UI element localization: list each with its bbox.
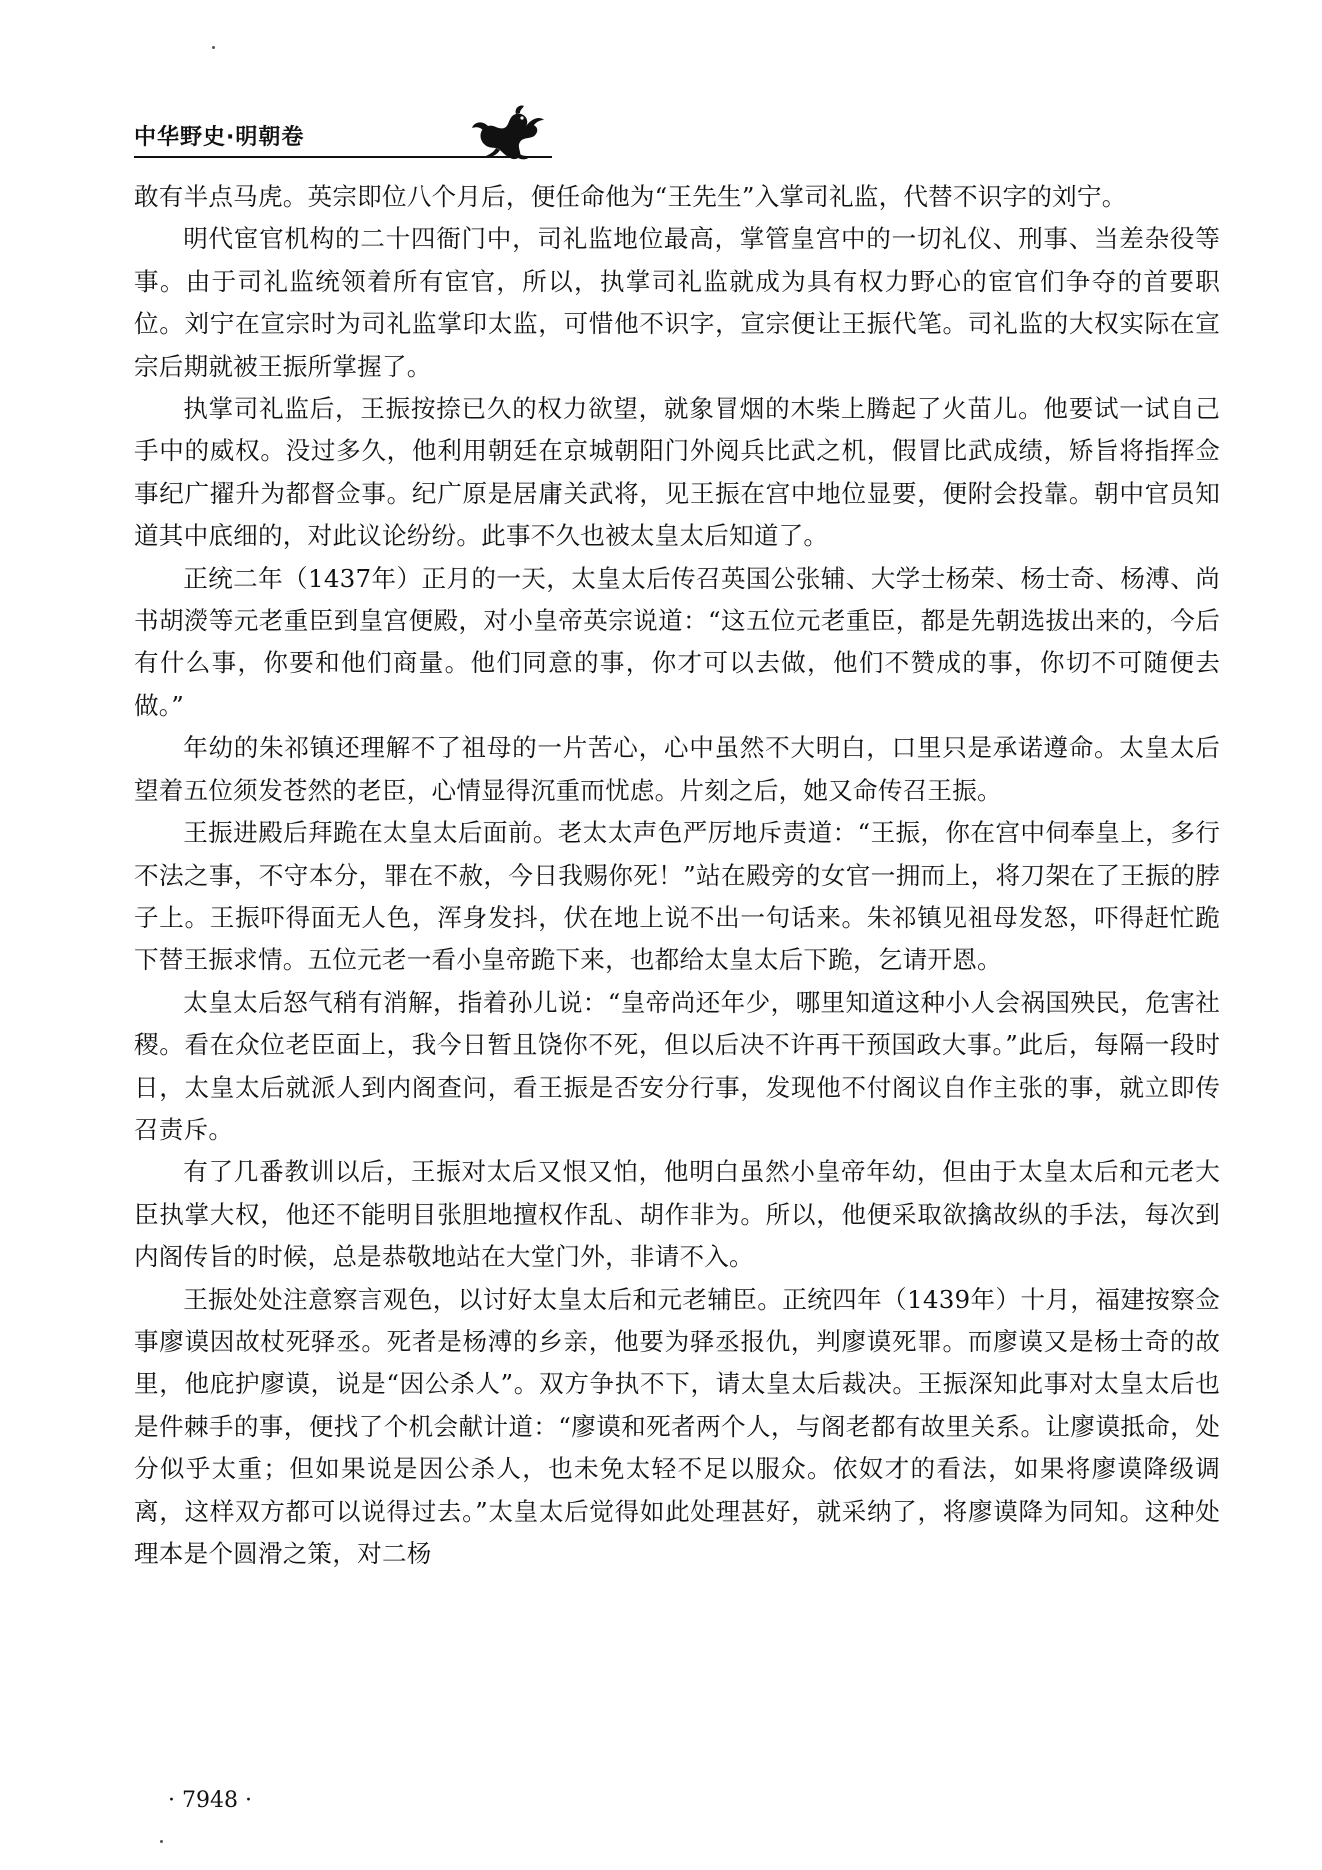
scan-speck [212, 46, 215, 49]
paragraph: 王振进殿后拜跪在太皇太后面前。老太太声色严厉地斥责道：“王振，你在宫中伺奉皇上，多行不法之事，不守本分，罪在不赦，今日我赐你死！”站在殿旁的女官一拥而上，将刀架在了王振的脖子上。王振吓得面无人色，浑身发抖，伏在地上说不出一句话来。朱祁镇见祖母发怒，吓得赶忙跪下替王振求情。五位元老一看小皇帝跪下来，也都给太皇太后下跪，乞请开恩。 [134, 818, 1220, 975]
scan-speck [160, 1840, 163, 1843]
book-title: 中华野史·明朝卷 [134, 125, 305, 150]
paragraph: 执掌司礼监后，王振按捺已久的权力欲望，就象冒烟的木柴上腾起了火苗儿。他要试一试自己手中的威权。没过多久，他利用朝廷在京城朝阳门外阅兵比武之机，假冒比武成绩，矫旨将指挥佥事纪广擢升为都督佥事。纪广原是居庸关武将，见王振在宫中地位显要，便附会投靠。朝中官员知道其中底细的，对此议论纷纷。此事不久也被太皇太后知道了。 [134, 394, 1220, 551]
dragon-emblem-icon [464, 100, 554, 162]
paragraph: 有了几番教训以后，王振对太后又恨又怕，他明白虽然小皇帝年幼，但由于太皇太后和元老大臣执掌大权，他还不能明目张胆地擅权作乱、胡作非为。所以，他便采取欲擒故纵的手法，每次到内阁传旨的时候，总是恭敬地站在大堂门外，非请不入。 [134, 1157, 1220, 1272]
paragraph: 王振处处注意察言观色，以讨好太皇太后和元老辅臣。正统四年（1439年）十月，福建按察佥事廖谟因故杖死驿丞。死者是杨溥的乡亲，他要为驿丞报仇，判廖谟死罪。而廖谟又是杨士奇的故里，他庇护廖谟，说是“因公杀人”。双方争执不下，请太皇太后裁决。王振深知此事对太皇太后也是件棘手的事，便找了个机会献计道：“廖谟和死者两个人，与阁老都有故里关系。让廖谟抵命，处分似乎太重；但如果说是因公杀人，也未免太轻不足以服众。依奴才的看法，如果将廖谟降级调离，这样双方都可以说得过去。”太皇太后觉得如此处理甚好，就采纳了，将廖谟降为同知。这种处理本是个圆滑之策，对二杨 [134, 1284, 1220, 1568]
page-number: · 7948 · [168, 1788, 252, 1813]
paragraph: 明代宦官机构的二十四衙门中，司礼监地位最高，掌管皇宫中的一切礼仪、刑事、当差杂役等事。由于司礼监统领着所有宦官，所以，执掌司礼监就成为具有权力野心的宦官们争夺的首要职位。刘宁在宣宗时为司礼监掌印太监，可惜他不识字，宣宗便让王振代笔。司礼监的大权实际在宣宗后期就被王振所掌握了。 [134, 224, 1220, 381]
article-body [134, 176, 1220, 1575]
running-header [134, 100, 552, 166]
paragraph: 太皇太后怒气稍有消解，指着孙儿说：“皇帝尚还年少，哪里知道这种小人会祸国殃民，危害社稷。看在众位老臣面上，我今日暂且饶你不死，但以后决不许再干预国政大事。”此后，每隔一段时日，太皇太后就派人到内阁查问，看王振是否安分行事，发现他不付阁议自作主张的事，就立即传召责斥。 [134, 987, 1220, 1144]
paragraph: 年幼的朱祁镇还理解不了祖母的一片苦心，心中虽然不大明白，口里只是承诺遵命。太皇太后望着五位须发苍然的老臣，心情显得沉重而忧虑。片刻之后，她又命传召王振。 [134, 733, 1220, 805]
paragraph: 正统二年（1437年）正月的一天，太皇太后传召英国公张辅、大学士杨荣、杨士奇、杨溥、尚书胡濙等元老重臣到皇宫便殿，对小皇帝英宗说道：“这五位元老重臣，都是先朝选拔出来的，今后有什么事，你要和他们商量。他们同意的事，你才可以去做，他们不赞成的事，你切不可随便去做。” [134, 563, 1220, 720]
paragraph: 敢有半点马虎。英宗即位八个月后，便任命他为“王先生”入掌司礼监，代替不识字的刘宁。 [134, 182, 1127, 211]
header-rule [134, 156, 552, 158]
